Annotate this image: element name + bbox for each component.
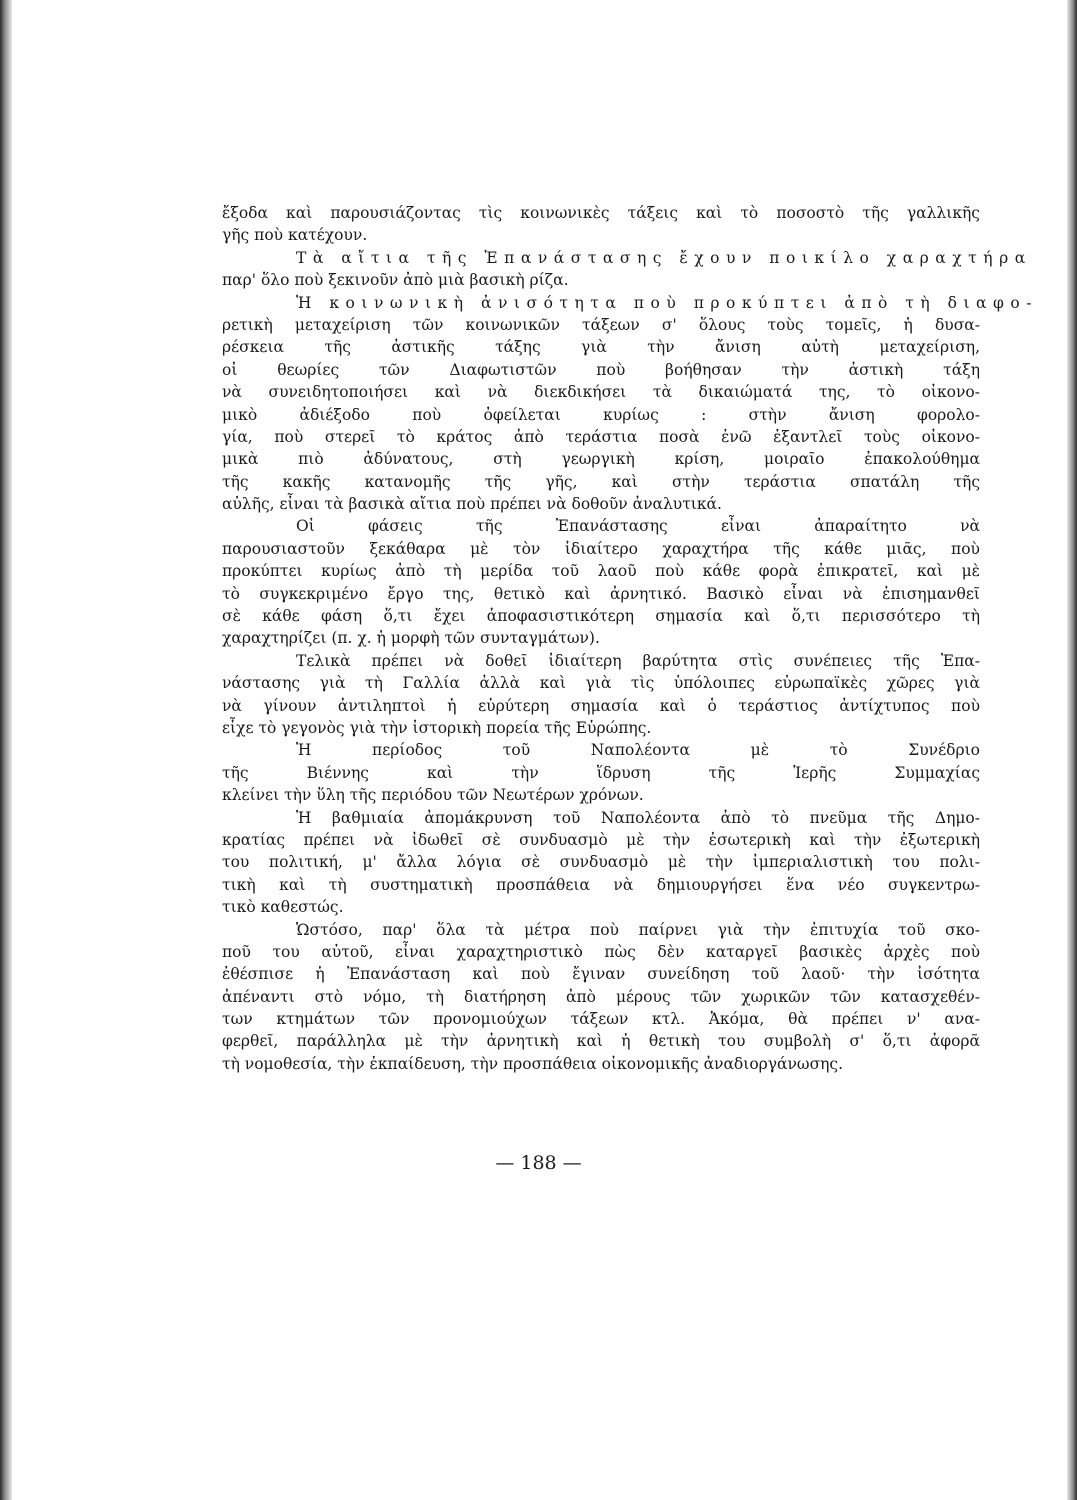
text-line: των κτημάτων τῶν προνομιούχων τάξεων κτλ. Ἀκόμα, θὰ πρέπει ν' ανα- xyxy=(222,1010,980,1029)
paragraph xyxy=(222,247,1032,292)
text-line: ἔξοδα καὶ παρουσιάζοντας τὶς κοινωνικὲς τάξεις καὶ τὸ ποσοστὸ τῆς γαλλικῆς xyxy=(222,204,980,222)
text-line: του πολιτική, μ' ἄλλα λόγια σὲ συνδυασμὸ μὲ τὴν ἰμπεριαλιστικὴ του πολι- xyxy=(222,853,980,872)
text-line: οἱ θεωρίες τῶν Διαφωτιστῶν ποὺ βοήθησαν τὴν ἀστικὴ τάξη xyxy=(222,360,980,379)
text-line: γῆς ποὺ κατέχουν. xyxy=(222,226,368,245)
text-line: τῆς Βιέννης καὶ τὴν ἵδρυση τῆς Ἱερῆς Συμμαχίας xyxy=(222,763,980,782)
text-line: ποῦ του αὐτοῦ, εἶναι χαραχτηριστικὸ πὼς δὲν καταργεῖ βασικὲς ἀρχὲς ποὺ xyxy=(222,942,980,961)
text-line: τῆς κακῆς κατανομῆς τῆς γῆς, καὶ στὴν τεράστια σπατάλη τῆς xyxy=(222,472,980,491)
text-line: προκύπτει κυρίως ἀπὸ τὴ μερίδα τοῦ λαοῦ ποὺ κάθε φορὰ ἐπικρατεῖ, καὶ μὲ xyxy=(222,562,980,581)
text-line: τὴ νομοθεσία, τὴν ἐκπαίδευση, τὴν προσπάθεια οἰκονομικῆς ἀναδιοργάνωσης. xyxy=(222,1054,844,1073)
scan-edge-right xyxy=(1067,0,1077,1500)
text-line: χαραχτηρίζει (π. χ. ἡ μορφὴ τῶν συνταγμάτων). xyxy=(222,629,600,648)
text-line: τὸ συγκεκριμένο ἔργο της, θετικὸ καὶ ἀρνητικό. Βασικὸ εἶναι νὰ ἐπισημανθεῖ xyxy=(222,584,980,603)
text-line: ἀπέναντι στὸ νόμο, τὴ διατήρηση ἀπὸ μέρους τῶν χωρικῶν τῶν κατασχεθέν- xyxy=(222,987,980,1006)
text-line: κρατίας πρέπει νὰ ἰδωθεῖ σὲ συνδυασμὸ μὲ τὴν ἐσωτερικὴ καὶ τὴν ἐξωτερικὴ xyxy=(222,830,980,849)
paragraph xyxy=(222,739,980,806)
text-line: νὰ συνειδητοποιήσει καὶ νὰ διεκδικήσει τὰ δικαιώματά της, τὸ οἰκονο- xyxy=(222,383,980,402)
paragraph xyxy=(222,202,980,247)
text-line: νὰ γίνουν ἀντιληπτοὶ ἡ εὐρύτερη σημασία καὶ ὁ τεράστιος ἀντίχτυπος ποὺ xyxy=(222,696,980,715)
page-number: — 188 — xyxy=(495,1152,582,1174)
paragraph xyxy=(222,292,1038,516)
text-line: παρ' ὅλο ποὺ ξεκινοῦν ἀπὸ μιὰ βασικὴ ρίζα. xyxy=(222,271,569,290)
scan-edge-left xyxy=(0,0,12,1500)
text-line: Ὡστόσο, παρ' ὅλα τὰ μέτρα ποὺ παίρνει γιὰ τὴν ἐπιτυχία τοῦ σκο- xyxy=(296,920,980,939)
text-line: κλείνει τὴν ὕλη τῆς περιόδου τῶν Νεωτέρων χρόνων. xyxy=(222,786,644,805)
text-line: εἶχε τὸ γεγονὸς γιὰ τὴν ἱστορικὴ πορεία τῆς Εὐρώπης. xyxy=(222,718,652,737)
text-line: Τελικὰ πρέπει νὰ δοθεῖ ἰδιαίτερη βαρύτητα στὶς συνέπειες τῆς Ἐπα- xyxy=(296,651,980,670)
text-line: Οἱ φάσεις τῆς Ἐπανάστασης εἶναι ἀπαραίτητο νὰ xyxy=(296,517,980,536)
text-line: ρέσκεια τῆς ἀστικῆς τάξης γιὰ τὴν ἄνιση αὐτὴ μεταχείριση, xyxy=(222,338,980,357)
paragraph xyxy=(222,515,980,649)
text-line: μικὸ ἀδιέξοδο ποὺ ὀφείλεται κυρίως : στὴν ἄνιση φορολο- xyxy=(222,405,980,424)
text-line: παρουσιαστοῦν ξεκάθαρα μὲ τὸν ἰδιαίτερο χαραχτήρα τῆς κάθε μιᾶς, ποὺ xyxy=(222,539,980,558)
text-line: Ἡ κοινωνικὴ ἀνισότητα ποὺ προκύπτει ἀπὸ τὴ διαφο- xyxy=(296,293,1038,312)
text-line: τικὸ καθεστώς. xyxy=(222,898,344,917)
paragraph xyxy=(222,919,980,1076)
text-line: Ἡ βαθμιαία ἀπομάκρυνση τοῦ Ναπολέοντα ἀπὸ τὸ πνεῦμα τῆς Δημο- xyxy=(296,808,980,827)
paragraph xyxy=(222,650,980,740)
text-line: φερθεῖ, παράλληλα μὲ τὴν ἀρνητικὴ καὶ ἡ θετικὴ του συμβολὴ σ' ὅ,τι ἀφορᾶ xyxy=(222,1032,980,1051)
text-line: μικὰ πιὸ ἀδύνατους, στὴ γεωργικὴ κρίση, μοιραῖο ἐπακολούθημα xyxy=(222,450,980,469)
paragraph xyxy=(222,807,980,919)
text-line: γία, ποὺ στερεῖ τὸ κράτος ἀπὸ τεράστια ποσὰ ἐνῶ ἐξαντλεῖ τοὺς οἰκονο- xyxy=(222,427,980,446)
text-line: τικὴ καὶ τὴ συστηματικὴ προσπάθεια νὰ δημιουργήσει ἕνα νέο συγκεντρω- xyxy=(222,875,980,894)
text-line: ρετικὴ μεταχείριση τῶν κοινωνικῶν τάξεων σ' ὅλους τοὺς τομεῖς, ἡ δυσα- xyxy=(222,315,980,334)
page-body xyxy=(222,202,1038,1075)
text-line: αὐλῆς, εἶναι τὰ βασικὰ αἴτια ποὺ πρέπει νὰ δοθοῦν ἀναλυτικά. xyxy=(222,495,722,514)
text-line: Ἡ περίοδος τοῦ Ναπολέοντα μὲ τὸ Συνέδριο xyxy=(296,741,980,760)
text-line: νάστασης γιὰ τὴ Γαλλία ἀλλὰ καὶ γιὰ τὶς ὑπόλοιπες εὐρωπαϊκὲς χῶρες γιὰ xyxy=(222,674,980,693)
text-line: σὲ κάθε φάση ὅ,τι ἔχει ἀποφασιστικότερη σημασία καὶ ὅ,τι περισσότερο τὴ xyxy=(222,607,980,626)
text-line: ἐθέσπισε ἡ Ἐπανάσταση καὶ ποὺ ἔγιναν συνείδηση τοῦ λαοῦ· τὴν ἰσότητα xyxy=(222,965,980,984)
text-line: Τὰ αἴτια τῆς Ἐπανάστασης ἔχουν ποικίλο χαραχτήρα xyxy=(296,248,1032,267)
